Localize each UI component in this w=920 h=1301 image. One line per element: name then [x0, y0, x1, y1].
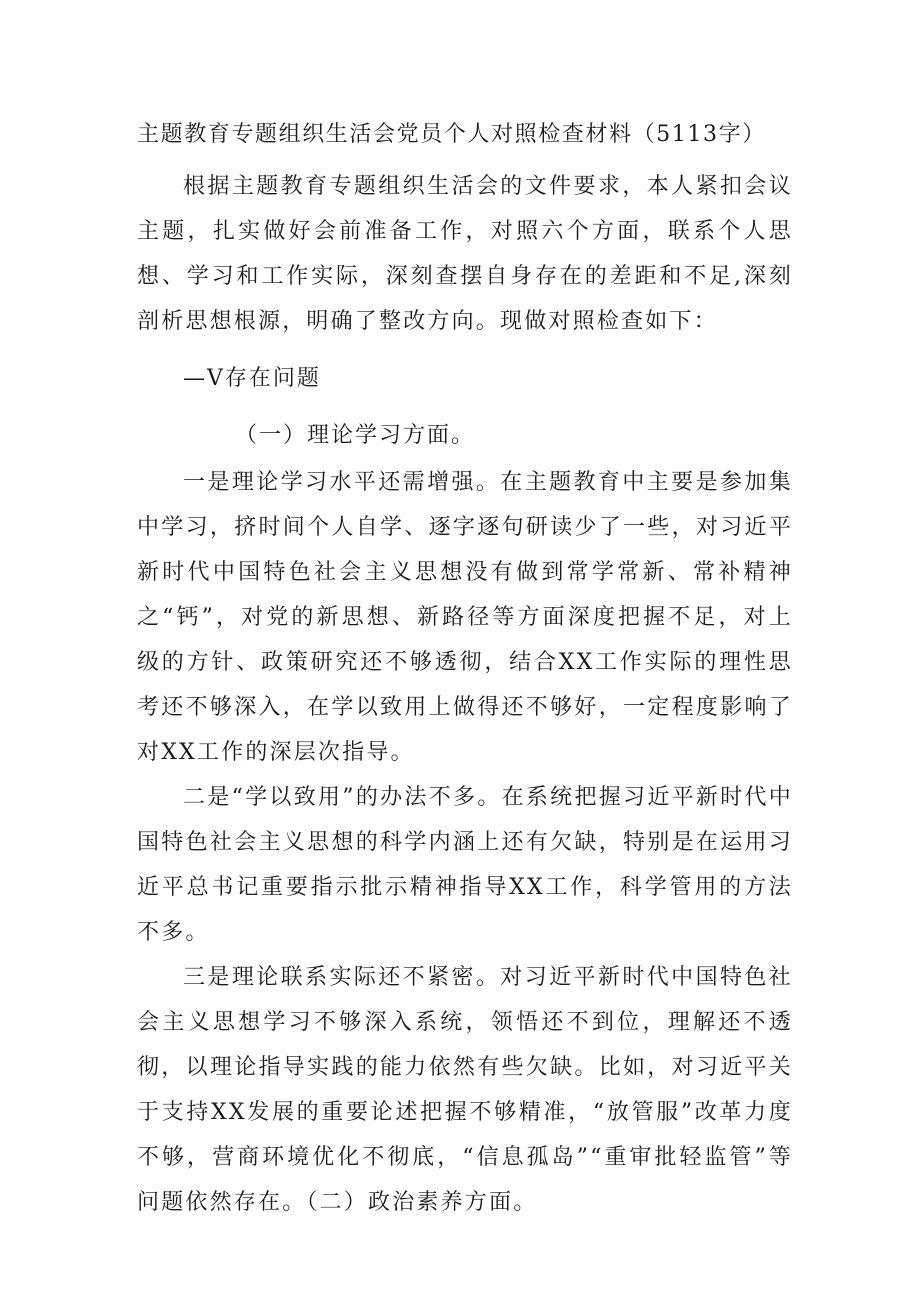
document-title: 主题教育专题组织生活会党员个人对照检查材料（5113字） — [137, 122, 766, 147]
paragraph-2: 二是“学以致用”的办法不多。在系统把握习近平新时代中国特色社会主义思想的科学内涵上还有欠缺，特别是在运用习近平总书记重要指示批示精神指导XX工作，科学管用的方法不多。 — [137, 785, 793, 945]
section-heading-problems: —V存在问题 — [183, 366, 321, 391]
intro-paragraph: 根据主题教育专题组织生活会的文件要求，本人紧扣会议主题，扎实做好会前准备工作，对照六个方面，联系个人思想、学习和工作实际，深刻查摆自身存在的差距和不足,深刻剖析思想根源，明确了整改方向。现做对照检查如下： — [137, 174, 793, 334]
paragraph-3: 三是理论联系实际还不紧密。对习近平新时代中国特色社会主义思想学习不够深入系统，领悟还不到位，理解还不透彻，以理论指导实践的能力依然有些欠缺。比如，对习近平关于支持XX发展的重要论述把握不够精准，“放管服”改革力度不够，营商环境优化不彻底，“信息孤岛”“重审批轻监管”等问题依然存在。（二）政治素养方面。 — [137, 965, 793, 1215]
subsection-heading-theory-study: （一）理论学习方面。 — [235, 423, 476, 448]
document-body — [137, 164, 793, 1225]
paragraph-1: 一是理论学习水平还需增强。在主题教育中主要是参加集中学习，挤时间个人自学、逐字逐句研读少了一些，对习近平新时代中国特色社会主义思想没有做到常学常新、常补精神之“钙”，对党的新思想、新路径等方面深度把握不足，对上级的方针、政策研究还不够透彻，结合XX工作实际的理性思考还不够深入，在学以致用上做得还不够好，一定程度影响了对XX工作的深层次指导。 — [137, 470, 793, 765]
